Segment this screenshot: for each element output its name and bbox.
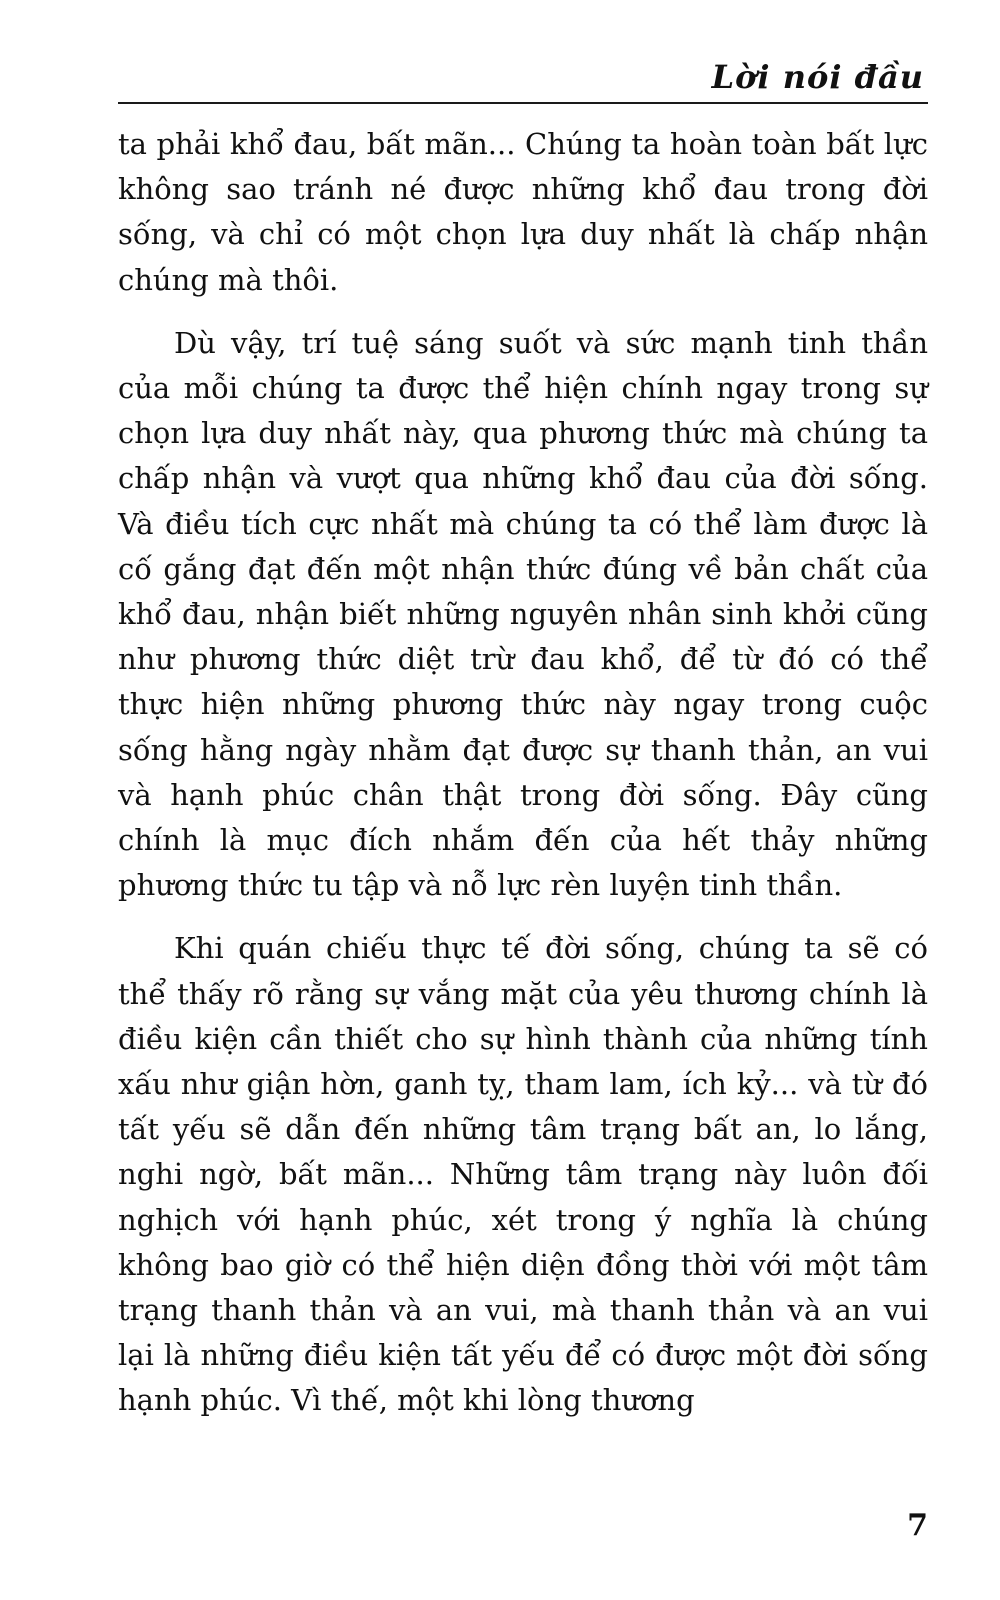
running-header <box>118 52 928 104</box>
paragraph: Khi quán chiếu thực tế đời sống, chúng ta sẽ có thể thấy rõ rằng sự vắng mặt của yêu thương chính là điều kiện cần thiết cho sự hình thành của những tính xấu như giận hờn, ganh tỵ, tham lam, ích kỷ... và từ đó tất yếu sẽ dẫn đến những tâm trạng bất an, lo lắng, nghi ngờ, bất mãn... Những tâm trạng này luôn đối nghịch với hạnh phúc, xét trong ý nghĩa là chúng không bao giờ có thể hiện diện đồng thời với một tâm trạng thanh thản và an vui, mà thanh thản và an vui lại là những điều kiện tất yếu để có được một đời sống hạnh phúc. Vì thế, một khi lòng thương <box>118 931 928 1418</box>
paragraph: Dù vậy, trí tuệ sáng suốt và sức mạnh tinh thần của mỗi chúng ta được thể hiện chính ngay trong sự chọn lựa duy nhất này, qua phương thức mà chúng ta chấp nhận và vượt qua những khổ đau của đời sống. Và điều tích cực nhất mà chúng ta có thể làm được là cố gắng đạt đến một nhận thức đúng về bản chất của khổ đau, nhận biết những nguyên nhân sinh khởi cũng như phương thức diệt trừ đau khổ, để từ đó có thể thực hiện những phương thức này ngay trong cuộc sống hằng ngày nhằm đạt được sự thanh thản, an vui và hạnh phúc chân thật trong đời sống. Đây cũng chính là mục đích nhắm đến của hết thảy những phương thức tu tập và nỗ lực rèn luyện tinh thần. <box>118 325 928 903</box>
chapter-title: Lời nói đầu <box>711 58 924 96</box>
page-number: 7 <box>907 1508 928 1543</box>
paragraph-continued: ta phải khổ đau, bất mãn... Chúng ta hoàn toàn bất lực không sao tránh né được những khổ đau trong đời sống, và chỉ có một chọn lựa duy nhất là chấp nhận chúng mà thôi. <box>118 127 928 297</box>
body-text <box>118 122 928 1442</box>
